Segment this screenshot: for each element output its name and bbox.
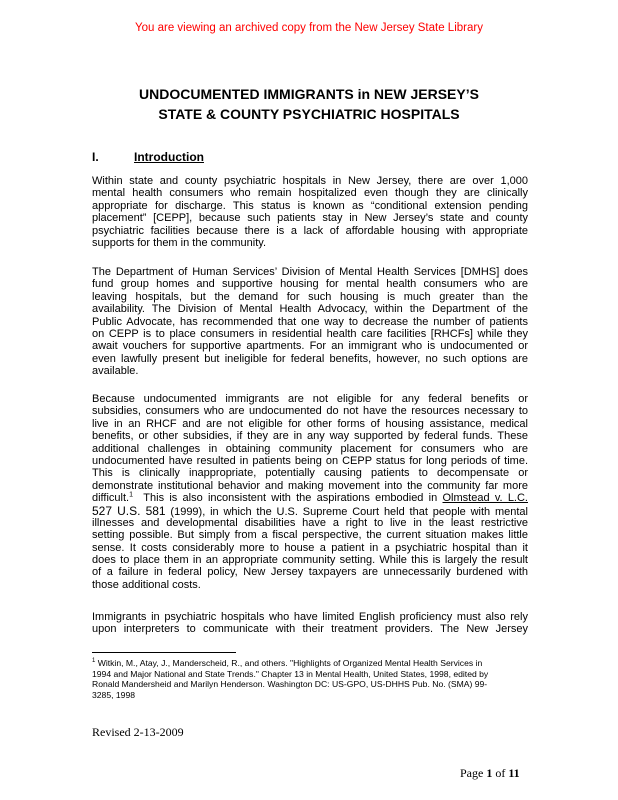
footnote-line: Ronald Mandersheid and Marilyn Henderson. Washington DC: US-GPO, US-DHHS Pub. No. (SMA) 99- [92, 679, 488, 690]
text-line: live in an RHCF and are not eligible for other forms of housing assistance, medical [92, 417, 528, 430]
text-line: those additional costs. [92, 578, 201, 591]
revision-date: Revised 2-13-2009 [92, 725, 184, 739]
text-fragment: Witkin, M., Atay, J., Manderscheid, R., and others. "Highlights of Organized Mental Health Services in [95, 658, 483, 668]
text-line: psychiatric facilities because there is a lack of affordable housing with appropriate [92, 224, 528, 237]
text-line: does to place them in an appropriate community setting. While this is largely the result [92, 554, 528, 567]
text-line: Within state and county psychiatric hospitals in New Jersey, there are over 1,000 [92, 175, 528, 187]
section-title: Introduction [134, 150, 204, 164]
footnote [92, 658, 528, 700]
text-fragment: This is also inconsistent with the aspirations embodied in [133, 492, 443, 505]
page-of: of [492, 766, 509, 780]
text-line: await vouchers for supportive apartments. For an immigrant who is undocumented or [92, 340, 528, 353]
text-line: upon interpreters to communicate with their treatment providers. The New Jersey [92, 623, 528, 636]
text-line: mental health consumers who remain hospitalized even though they are clinically [92, 187, 528, 200]
text-line: Immigrants in psychiatric hospitals who have limited English proficiency must also rely [92, 611, 528, 623]
case-citation: Olmstead v. L.C. [442, 492, 528, 505]
page-total: 11 [508, 766, 520, 780]
document-title [60, 84, 558, 124]
text-line: placement” [CEPP], because such patients stay in New Jersey’s state and county [92, 212, 528, 225]
footnote-divider [92, 652, 236, 653]
archive-banner: You are viewing an archived copy from the New Jersey State Library [135, 22, 483, 34]
text-line: setting possible. But simply from a fiscal perspective, the current situation makes little [92, 529, 528, 542]
text-fragment: difficult. [92, 492, 130, 505]
paragraph-3 [92, 393, 528, 591]
paragraph-1 [92, 175, 528, 249]
text-line: The Department of Human Services’ Division of Mental Health Services [DMHS] does [92, 266, 528, 278]
section-number: I. [92, 150, 99, 164]
title-line-2: STATE & COUNTY PSYCHIATRIC HOSPITALS [158, 106, 460, 122]
text-line: undocumented have resulted in patients being on CEPP status for long periods of time. [92, 454, 528, 467]
footnote-marker[interactable]: 1 [129, 491, 133, 499]
text-line: Because undocumented immigrants are not eligible for any federal benefits or [92, 393, 528, 405]
text-line: fund group homes and supportive housing for mental health consumers who are [92, 278, 528, 291]
footnote-line: 3285, 1998 [92, 689, 136, 700]
page-number [460, 766, 520, 781]
text-line: illnesses and developmental disabilities have a right to live in the least restrictive [92, 516, 528, 529]
text-line: demonstrate institutional behavior and making movement into the community far more [92, 479, 528, 492]
paragraph-4 [92, 611, 528, 636]
text-line: supports for them in the community. [92, 236, 267, 249]
text-line: availability. The Division of Mental Health Advocacy, within the Department of the [92, 303, 528, 316]
footnote-line [92, 658, 528, 669]
text-line: leaving hospitals, but the demand for such housing is much greater than the [92, 290, 528, 303]
text-line: This is clinically inappropriate, potentially causing patients to decompensate or [92, 467, 528, 480]
page-label: Page [460, 766, 487, 780]
text-line: subsidies, consumers who are undocumented do not have the resources necessary to [92, 405, 528, 418]
text-line: Public Advocate, has recommended that one way to decrease the number of patients [92, 315, 528, 328]
title-line-1: UNDOCUMENTED IMMIGRANTS in NEW JERSEY’S [139, 86, 479, 102]
text-line: even lawfully present but ineligible for federal benefits, however, no such options are [92, 352, 528, 365]
text-fragment: (1999), in which the U.S. Supreme Court held that people with mental [165, 505, 528, 518]
text-line: appropriate for discharge. This status is known as “conditional extension pending [92, 199, 528, 212]
text-line: available. [92, 365, 139, 378]
footnote-marker: 1 [92, 658, 96, 665]
reporter-citation: 527 U.S. 581 [92, 503, 166, 518]
text-line: on CEPP is to place consumers in residential health care facilities [RHCFs] while they [92, 327, 528, 340]
paragraph-2 [92, 266, 528, 378]
page-current: 1 [486, 766, 493, 780]
text-line: additional challenges in obtaining community placement for consumers who are [92, 442, 528, 455]
text-line [92, 505, 528, 517]
text-line: of a failure in federal policy, New Jersey taxpayers are unnecessarily burdened with [92, 566, 528, 579]
text-line: sense. It costs considerably more to house a patient in a psychiatric hospital than it [92, 541, 528, 554]
text-line: benefits, or other subsidies, if they are in any way supported by federal funds. These [92, 430, 528, 443]
footnote-line: 1994 and Major National and State Trends." Chapter 13 in Mental Health, United States, 1998, edited by [92, 668, 489, 679]
section-heading [92, 150, 204, 164]
